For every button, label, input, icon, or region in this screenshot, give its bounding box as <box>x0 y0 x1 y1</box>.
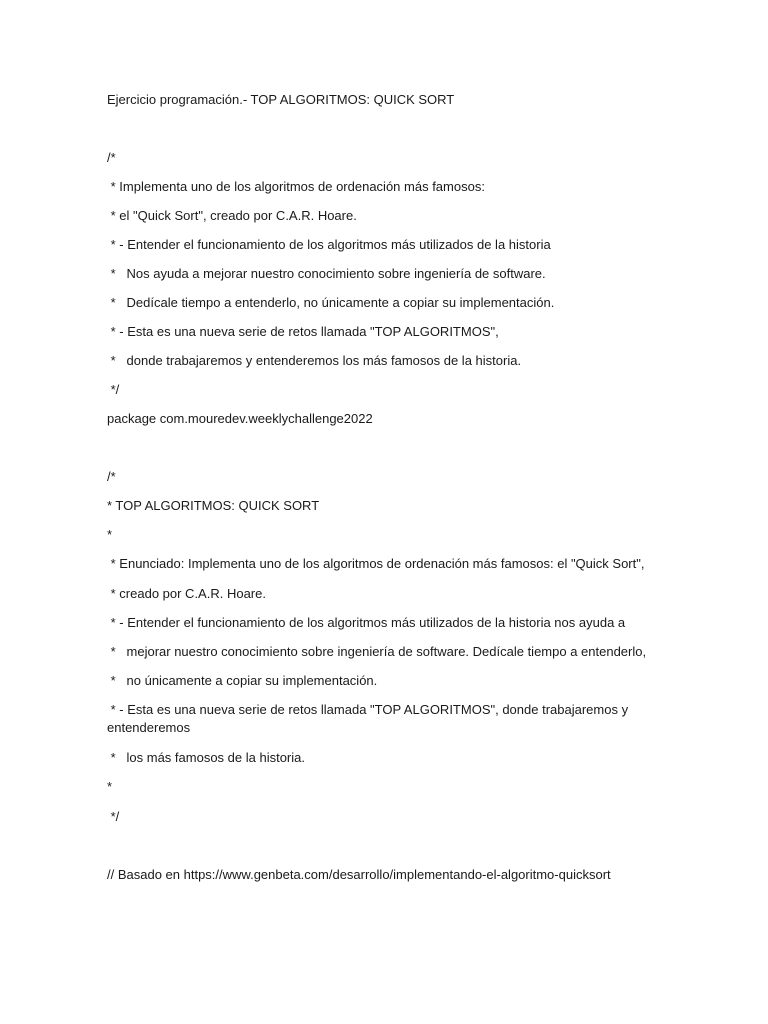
comment-line: * <box>107 527 113 542</box>
comment-close: */ <box>107 382 120 397</box>
document-title: Ejercicio programación.- TOP ALGORITMOS: QUICK SORT <box>107 92 455 107</box>
comment-open: /* <box>107 469 116 484</box>
comment-line: * los más famosos de la historia. <box>107 750 305 765</box>
comment-line: * Nos ayuda a mejorar nuestro conocimiento sobre ingeniería de software. <box>107 266 546 281</box>
comment-line: * - Entender el funcionamiento de los algoritmos más utilizados de la historia <box>107 237 551 252</box>
comment-line: * creado por C.A.R. Hoare. <box>107 586 266 601</box>
comment-line: * donde trabajaremos y entenderemos los más famosos de la historia. <box>107 353 522 368</box>
comment-line: * Enunciado: Implementa uno de los algoritmos de ordenación más famosos: el "Quick Sort", <box>107 556 645 571</box>
comment-open: /* <box>107 150 116 165</box>
comment-line: * - Esta es una nueva serie de retos llamada "TOP ALGORITMOS", donde trabajaremos y entenderemos <box>107 702 629 735</box>
package-declaration: package com.mouredev.weeklychallenge2022 <box>107 411 373 426</box>
comment-line: * no únicamente a copiar su implementación. <box>107 673 378 688</box>
source-reference: // Basado en https://www.genbeta.com/desarrollo/implementando-el-algoritmo-quicksort <box>107 867 611 882</box>
comment-line: * el "Quick Sort", creado por C.A.R. Hoare. <box>107 208 357 223</box>
comment-line: * mejorar nuestro conocimiento sobre ingeniería de software. Dedícale tiempo a entenderlo, <box>107 644 647 659</box>
comment-line: * Implementa uno de los algoritmos de ordenación más famosos: <box>107 179 485 194</box>
comment-line: * TOP ALGORITMOS: QUICK SORT <box>107 498 320 513</box>
comment-line: * <box>107 779 113 794</box>
comment-line: * Dedícale tiempo a entenderlo, no únicamente a copiar su implementación. <box>107 295 555 310</box>
comment-line: * - Esta es una nueva serie de retos llamada "TOP ALGORITMOS", <box>107 324 499 339</box>
comment-line: * - Entender el funcionamiento de los algoritmos más utilizados de la historia nos ayuda a <box>107 615 626 630</box>
comment-close: */ <box>107 809 120 824</box>
